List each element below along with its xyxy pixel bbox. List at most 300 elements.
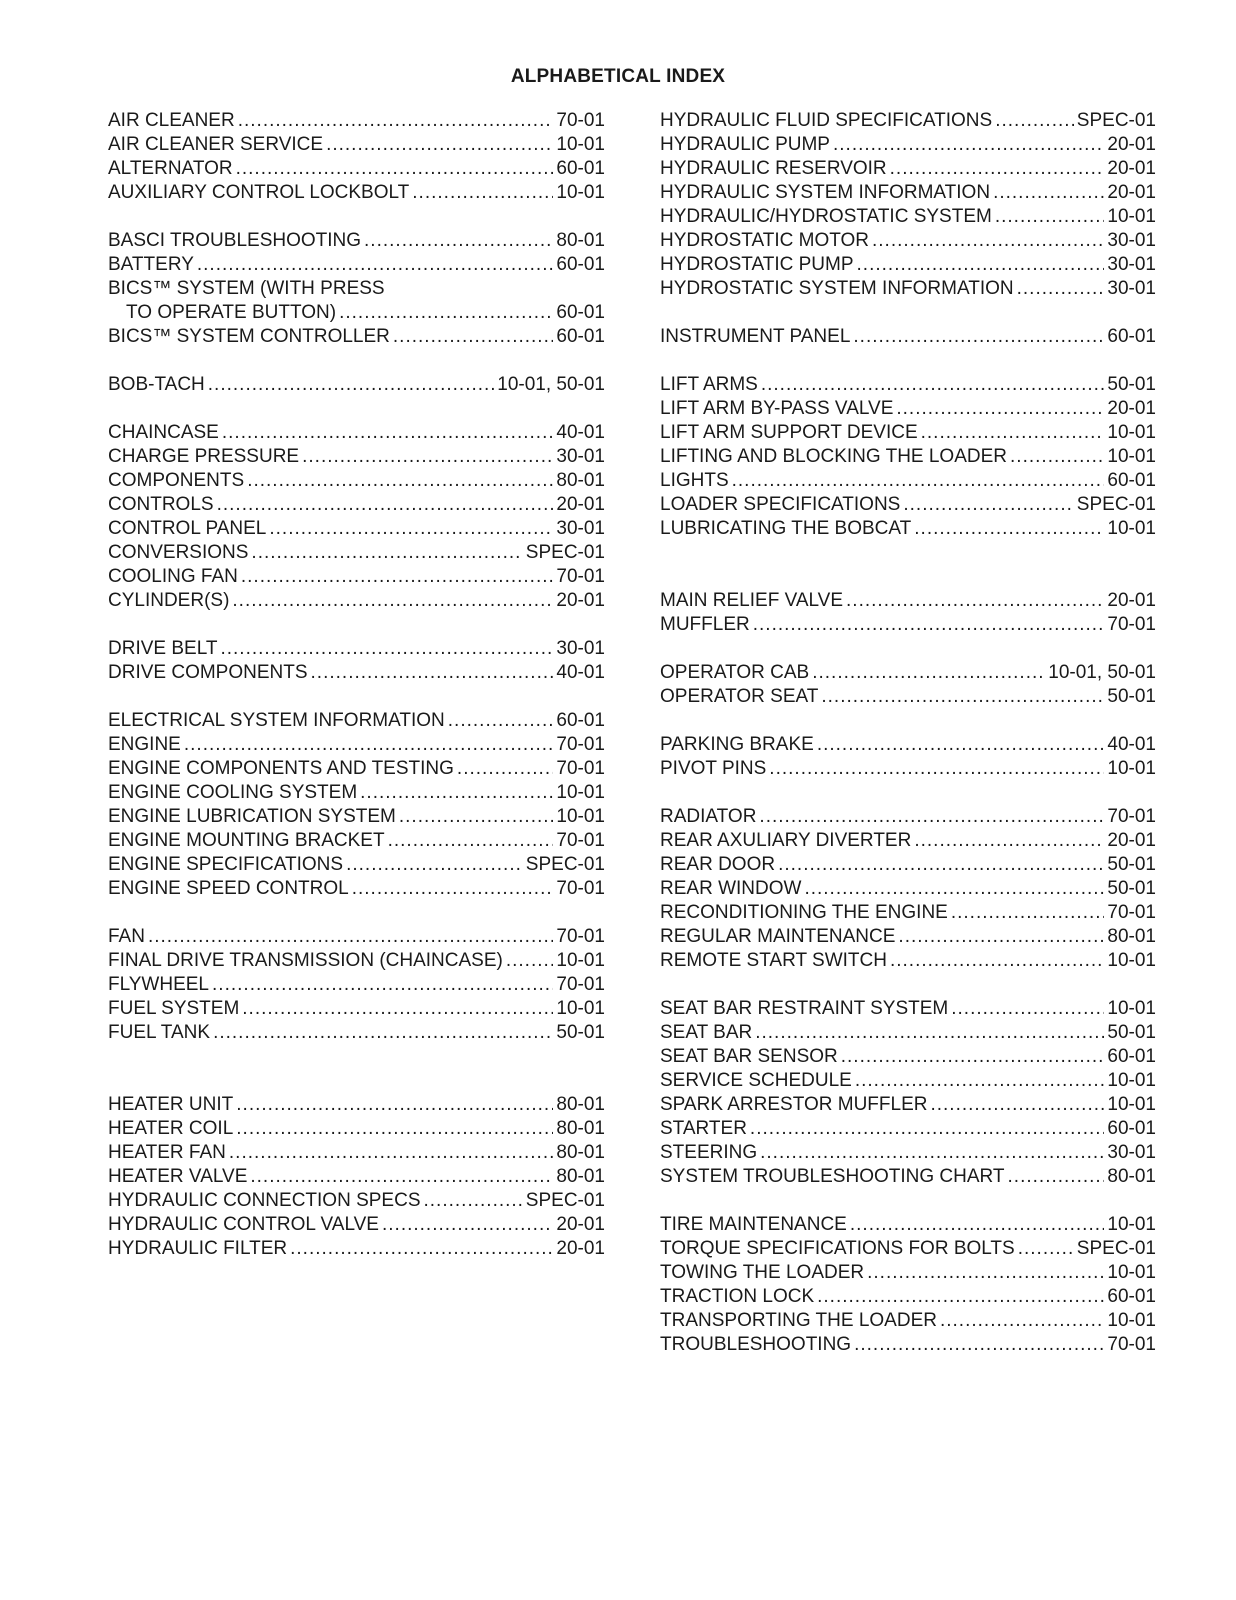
index-entry [660,685,1156,709]
index-entry [108,133,605,157]
index-entry-label: ENGINE COMPONENTS AND TESTING [108,758,454,779]
index-entry-page: 10-01 [1107,1094,1156,1115]
index-entry-page: 80-01 [556,470,605,491]
index-entry-page: 10-01 [1107,446,1156,467]
dot-leader [995,109,1074,133]
index-entry-page: 10-01 [1107,1070,1156,1091]
index-entry [108,997,605,1021]
index-gap [108,613,605,637]
index-entry [660,445,1156,469]
index-entry-label: COMPONENTS [108,470,245,491]
dot-leader [269,517,553,541]
index-entry-page: SPEC-01 [1076,494,1156,515]
index-entry-page: 60-01 [1107,1118,1156,1139]
index-entry-page: 20-01 [1107,398,1156,419]
index-entry-page: 30-01 [556,446,605,467]
index-entry-label: LIFT ARM BY-PASS VALVE [660,398,894,419]
dot-leader [778,853,1104,877]
index-entry [660,325,1156,349]
index-entry-label: HYDROSTATIC SYSTEM INFORMATION [660,278,1014,299]
index-entry-label: TO OPERATE BUTTON) [126,302,337,323]
index-entry-label: LIFT ARMS [660,374,758,395]
index-entry-label: ENGINE COOLING SYSTEM [108,782,358,803]
index-gap [660,565,1156,589]
index-entry-label: CYLINDER(S) [108,590,230,611]
index-entry-page: 10-01 [1107,1310,1156,1331]
index-entry-page: 50-01 [556,1022,605,1043]
dot-leader [311,661,554,685]
index-entry-label: DRIVE BELT [108,638,218,659]
index-entry-label: CONTROL PANEL [108,518,267,539]
index-entry-page: 60-01 [556,326,605,347]
dot-leader [857,253,1105,277]
index-entry [108,373,605,397]
page-title: ALPHABETICAL INDEX [510,66,726,87]
dot-leader [1010,445,1104,469]
index-entry-label: MUFFLER [660,614,750,635]
index-entry-label: PIVOT PINS [660,758,767,779]
index-entry [108,277,605,301]
index-entry-label: ENGINE LUBRICATION SYSTEM [108,806,396,827]
dot-leader [914,517,1104,541]
index-entry-label: SEAT BAR [660,1022,753,1043]
index-entry [660,1165,1156,1189]
index-gap [660,349,1156,373]
dot-leader [761,373,1105,397]
index-entry [660,1045,1156,1069]
index-gap [108,1069,605,1093]
index-entry-page: 70-01 [556,926,605,947]
index-entry-label: BICS™ SYSTEM (WITH PRESS [108,278,385,299]
dot-leader [1008,1165,1105,1189]
index-entry-page: 10-01 [556,950,605,971]
index-entry-label: HEATER VALVE [108,1166,248,1187]
index-entry-label: AIR CLEANER SERVICE [108,134,324,155]
dot-leader [921,421,1105,445]
index-entry [660,805,1156,829]
index-entry [660,1309,1156,1333]
index-entry-label: TIRE MAINTENANCE [660,1214,847,1235]
dot-leader [769,757,1104,781]
index-entry [108,829,605,853]
index-entry [108,781,605,805]
index-entry [660,109,1156,133]
dot-leader [853,325,1104,349]
index-entry-page: 60-01 [556,158,605,179]
index-entry-page: 70-01 [556,734,605,755]
index-entry-label: FINAL DRIVE TRANSMISSION (CHAINCASE) [108,950,503,971]
index-entry-page: 10-01 [556,806,605,827]
index-entry-label: TOWING THE LOADER [660,1262,865,1283]
index-entry-label: LUBRICATING THE BOBCAT [660,518,912,539]
index-entry-label: AUXILIARY CONTROL LOCKBOLT [108,182,410,203]
index-entry-label: CONVERSIONS [108,542,249,563]
index-gap [660,709,1156,733]
index-entry-label: HYDRAULIC RESERVOIR [660,158,887,179]
index-entry-page: 80-01 [556,1166,605,1187]
index-entry [660,277,1156,301]
index-entry-label: CHAINCASE [108,422,219,443]
index-entry [108,517,605,541]
dot-leader [846,589,1104,613]
dot-leader [750,1117,1104,1141]
dot-leader [290,1237,553,1261]
index-entry-label: AIR CLEANER [108,110,235,131]
index-entry [108,949,605,973]
index-entry-label: ENGINE MOUNTING BRACKET [108,830,385,851]
index-entry-label: HYDRAULIC PUMP [660,134,830,155]
index-entry-page: 60-01 [1107,326,1156,347]
index-entry-label: SEAT BAR SENSOR [660,1046,838,1067]
index-entry-label: SYSTEM TROUBLESHOOTING CHART [660,1166,1005,1187]
dot-leader [236,157,554,181]
index-entry-page: 60-01 [1107,1286,1156,1307]
index-entry [108,1189,605,1213]
index-column-right [660,109,1156,1357]
index-entry-label: HYDRAULIC FILTER [108,1238,288,1259]
index-entry-page: 60-01 [556,302,605,323]
index-entry-label: STARTER [660,1118,747,1139]
index-entry-page: 80-01 [1107,1166,1156,1187]
index-entry-label: ENGINE [108,734,181,755]
index-entry [108,1117,605,1141]
index-entry-page: 10-01 [1107,206,1156,227]
dot-leader [804,877,1104,901]
index-entry [660,181,1156,205]
dot-leader [346,853,523,877]
index-entry-page: SPEC-01 [525,542,605,563]
dot-leader [222,421,554,445]
index-entry-label: REAR AXULIARY DIVERTER [660,830,912,851]
index-gap [660,301,1156,325]
index-entry-label: ELECTRICAL SYSTEM INFORMATION [108,710,445,731]
index-entry-page: 40-01 [1107,734,1156,755]
dot-leader [903,493,1073,517]
index-entry [660,493,1156,517]
index-entry-label: RECONDITIONING THE ENGINE [660,902,948,923]
index-entry-label: OPERATOR SEAT [660,686,819,707]
dot-leader [212,973,553,997]
index-entry [660,1141,1156,1165]
dot-leader [817,1285,1104,1309]
index-entry-page: 10-01 [556,782,605,803]
index-entry-label: ENGINE SPECIFICATIONS [108,854,344,875]
index-entry-page: 70-01 [556,830,605,851]
index-entry [660,421,1156,445]
dot-leader [872,229,1104,253]
dot-leader [213,1021,553,1045]
index-gap [108,397,605,421]
dot-leader [732,469,1105,493]
index-entry-page: 20-01 [1107,158,1156,179]
dot-leader [1017,277,1105,301]
index-entry-page: 30-01 [556,638,605,659]
dot-leader [364,229,553,253]
index-entry-label: HYDROSTATIC MOTOR [660,230,869,251]
index-gap [108,901,605,925]
dot-leader [1018,1237,1074,1261]
index-entry [660,853,1156,877]
dot-leader [841,1045,1105,1069]
index-entry-page: 80-01 [556,230,605,251]
index-entry [660,733,1156,757]
index-entry-page: 50-01 [1107,1022,1156,1043]
dot-leader [821,685,1104,709]
index-entry-label: HEATER COIL [108,1118,234,1139]
index-entry [108,805,605,829]
index-entry [108,1093,605,1117]
index-entry-label: RADIATOR [660,806,757,827]
index-entry [108,445,605,469]
index-entry-label: FUEL SYSTEM [108,998,240,1019]
index-entry-page: 30-01 [556,518,605,539]
index-entry-page: 10-01 [1107,1214,1156,1235]
index-entry-page: 20-01 [556,590,605,611]
index-entry-page: 80-01 [1107,926,1156,947]
index-entry-page: 80-01 [556,1094,605,1115]
index-entry [108,661,605,685]
index-entry-page: 10-01, 50-01 [1048,662,1156,683]
index-gap [108,349,605,373]
index-entry-page: 70-01 [1107,1334,1156,1355]
index-gap [108,685,605,709]
dot-leader [220,637,553,661]
index-entry-page: 50-01 [1107,878,1156,899]
index-entry-page: 60-01 [556,710,605,731]
index-entry [660,925,1156,949]
index-entry-label: LIFTING AND BLOCKING THE LOADER [660,446,1008,467]
dot-leader [448,709,554,733]
index-entry [660,1213,1156,1237]
index-entry-page: 10-01, 50-01 [497,374,605,395]
index-entry-page: SPEC-01 [525,854,605,875]
dot-leader [940,1309,1104,1333]
dot-leader [424,1189,523,1213]
index-entry-label: FLYWHEEL [108,974,210,995]
index-entry [108,757,605,781]
index-gap [660,781,1156,805]
index-entry-page: 20-01 [556,1214,605,1235]
index-entry-page: 30-01 [1107,230,1156,251]
index-entry-label: HYDRAULIC CONNECTION SPECS [108,1190,421,1211]
dot-leader [250,1165,553,1189]
index-entry-label: REMOTE START SWITCH [660,950,887,971]
index-entry [660,229,1156,253]
index-entry-label: HYDRAULIC/HYDROSTATIC SYSTEM [660,206,992,227]
index-entry [660,613,1156,637]
index-gap [108,1045,605,1069]
index-entry [660,1021,1156,1045]
index-entry [660,1261,1156,1285]
dot-leader [817,733,1105,757]
index-entry [108,469,605,493]
index-entry-label: HYDRAULIC FLUID SPECIFICATIONS [660,110,993,131]
dot-leader [302,445,553,469]
index-entry-label: REGULAR MAINTENANCE [660,926,896,947]
index-entry [108,325,605,349]
index-gap [660,637,1156,661]
dot-leader [232,589,553,613]
index-entry [108,709,605,733]
dot-leader [236,1117,553,1141]
dot-leader [833,133,1104,157]
index-entry-label: HYDRAULIC SYSTEM INFORMATION [660,182,991,203]
dot-leader [914,829,1104,853]
index-entry-page: 40-01 [556,662,605,683]
dot-leader [890,949,1104,973]
index-entry-label: MAIN RELIEF VALVE [660,590,844,611]
dot-leader [812,661,1045,685]
dot-leader [251,541,522,565]
index-entry [108,1213,605,1237]
index-entry [108,181,605,205]
index-entry-label: ENGINE SPEED CONTROL [108,878,349,899]
index-entry [660,1237,1156,1261]
index-entry-label: TROUBLESHOOTING [660,1334,852,1355]
dot-leader [995,205,1105,229]
dot-leader [339,301,553,325]
index-entry [660,757,1156,781]
index-entry-label: CHARGE PRESSURE [108,446,300,467]
index-entry-page: 10-01 [1107,998,1156,1019]
index-entry-page: 10-01 [1107,758,1156,779]
index-entry-page: 20-01 [556,494,605,515]
index-entry-label: STEERING [660,1142,758,1163]
index-entry-page: 80-01 [556,1142,605,1163]
dot-leader [360,781,553,805]
index-entry-page: 50-01 [1107,686,1156,707]
index-entry-page: 10-01 [1107,1262,1156,1283]
index-entry-page: 10-01 [1107,950,1156,971]
index-entry [108,157,605,181]
index-entry-page: 60-01 [556,254,605,275]
dot-leader [890,157,1105,181]
index-entry-label: PARKING BRAKE [660,734,814,755]
index-entry-label: REAR WINDOW [660,878,802,899]
index-entry [108,1165,605,1189]
index-entry-page: 20-01 [1107,590,1156,611]
index-entry-page: 80-01 [556,1118,605,1139]
index-gap [660,1189,1156,1213]
index-entry [108,637,605,661]
dot-leader [352,877,554,901]
index-entry [108,853,605,877]
index-entry [108,301,605,325]
index-entry [660,1117,1156,1141]
index-entry [108,1237,605,1261]
index-entry-page: 20-01 [1107,134,1156,155]
dot-leader [898,925,1104,949]
index-entry-page: 60-01 [1107,1046,1156,1067]
dot-leader [993,181,1104,205]
index-entry-label: CONTROLS [108,494,214,515]
index-entry [108,421,605,445]
index-entry [660,1069,1156,1093]
index-entry [660,901,1156,925]
index-entry [660,589,1156,613]
index-entry-page: 30-01 [1107,278,1156,299]
dot-leader [951,901,1105,925]
index-entry-label: OPERATOR CAB [660,662,810,683]
index-entry [660,877,1156,901]
index-entry [660,1285,1156,1309]
index-entry-page: 20-01 [556,1238,605,1259]
dot-leader [951,997,1104,1021]
index-entry-label: COOLING FAN [108,566,238,587]
index-entry-page: 20-01 [1107,830,1156,851]
index-gap [660,541,1156,565]
dot-leader [755,1021,1104,1045]
dot-leader [326,133,553,157]
index-entry-label: SEAT BAR RESTRAINT SYSTEM [660,998,949,1019]
index-entry-label: HYDRAULIC CONTROL VALVE [108,1214,379,1235]
dot-leader [208,373,494,397]
index-entry [108,925,605,949]
index-entry-page: 70-01 [556,878,605,899]
dot-leader [854,1333,1104,1357]
dot-leader [229,1141,554,1165]
index-entry [108,589,605,613]
index-entry-label: LOADER SPECIFICATIONS [660,494,901,515]
index-entry-label: LIGHTS [660,470,729,491]
index-entry-page: 60-01 [1107,470,1156,491]
dot-leader [388,829,554,853]
index-entry [660,397,1156,421]
index-entry-label: SPARK ARRESTOR MUFFLER [660,1094,928,1115]
index-entry-page: 50-01 [1107,374,1156,395]
index-entry-label: FUEL TANK [108,1022,211,1043]
index-entry-label: BASCI TROUBLESHOOTING [108,230,362,251]
index-entry-page: 70-01 [556,974,605,995]
index-entry-page: 30-01 [1107,1142,1156,1163]
index-entry-label: TRACTION LOCK [660,1286,815,1307]
index-entry-page: SPEC-01 [1076,110,1156,131]
index-entry [660,133,1156,157]
index-entry [108,1021,605,1045]
dot-leader [148,925,553,949]
index-entry-page: 70-01 [1107,614,1156,635]
index-entry-page: 30-01 [1107,254,1156,275]
index-entry-page: 70-01 [556,566,605,587]
index-entry [660,1333,1156,1357]
index-entry-page: 70-01 [556,758,605,779]
index-entry-page: 20-01 [1107,182,1156,203]
index-entry-page: 10-01 [556,998,605,1019]
index-entry-label: BATTERY [108,254,194,275]
index-entry-page: 10-01 [1107,422,1156,443]
index-entry [660,997,1156,1021]
index-entry [660,253,1156,277]
index-entry-page: 50-01 [1107,854,1156,875]
index-entry-page: SPEC-01 [1076,1238,1156,1259]
dot-leader [760,1141,1104,1165]
index-entry-label: LIFT ARM SUPPORT DEVICE [660,422,918,443]
dot-leader [850,1213,1105,1237]
dot-leader [412,181,553,205]
index-entry [660,205,1156,229]
index-entry-label: BICS™ SYSTEM CONTROLLER [108,326,390,347]
dot-leader [855,1069,1105,1093]
dot-leader [393,325,554,349]
dot-leader [217,493,554,517]
dot-leader [238,109,554,133]
index-entry [108,565,605,589]
dot-leader [399,805,554,829]
index-entry-label: HYDROSTATIC PUMP [660,254,854,275]
index-entry-page: 10-01 [556,134,605,155]
index-entry-label: REAR DOOR [660,854,776,875]
dot-leader [759,805,1104,829]
